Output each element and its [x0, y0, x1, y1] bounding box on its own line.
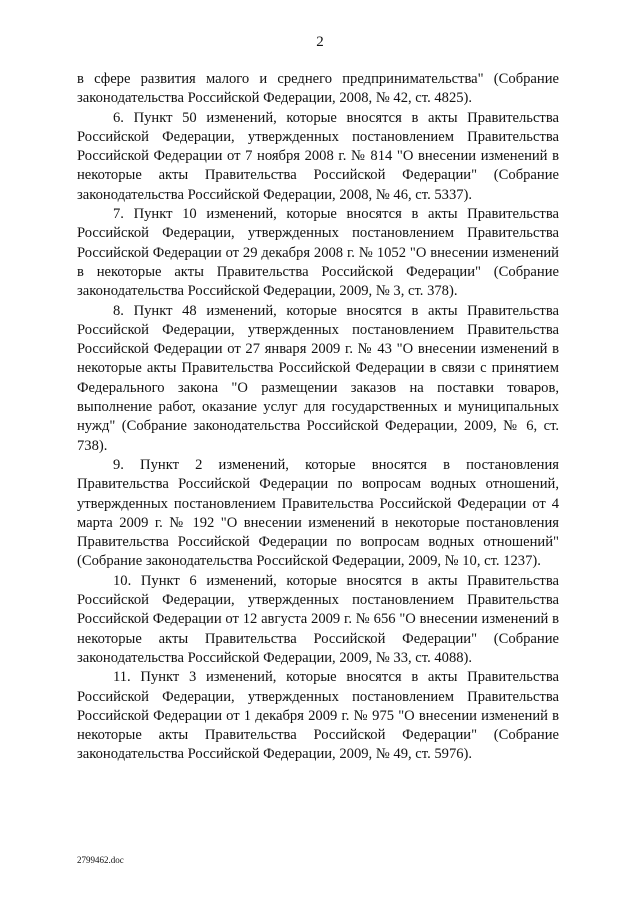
paragraph-item-10: 10. Пункт 6 изменений, которые вносятся в акты Правительства Российской Федерации, утвержденных постановлением Правительства Российской Федерации от 12 августа 2009 г. № 656 "О внесении изменений в некоторые акты Правительства Российской Федерации" (Собрание законодательства Российской Федерации, 2009, № 33, ст. 4088). — [77, 572, 559, 666]
paragraph-item-8: 8. Пункт 48 изменений, которые вносятся в акты Правительства Российской Федерации, утвержденных постановлением Правительства Российской Федерации от 27 января 2009 г. № 43 "О внесении изменений в некоторые акты Правительства Российской Федерации в связи с принятием Федерального закона "О размещении заказов на поставки товаров, выполнение работ, оказание услуг для государственных и муниципальных нужд" (Собрание законодательства Российской Федерации, 2009, № 6, ст. 738). — [77, 302, 559, 454]
paragraph-continuation: в сфере развития малого и среднего предпринимательства" (Собрание законодательства Российской Федерации, 2008, № 42, ст. 4825). — [77, 71, 559, 107]
paragraph-item-9: 9. Пункт 2 изменений, которые вносятся в постановления Правительства Российской Федерации по вопросам водных отношений, утвержденных постановлением Правительства Российской Федерации от 4 марта 2009 г. № 192 "О внесении изменений в некоторые постановления Правительства Российской Федерации по вопросам водных отношений" (Собрание законодательства Российской Федерации, 2009, № 10, ст. 1237). — [77, 456, 559, 570]
page-number: 2 — [316, 34, 324, 50]
footer-doc-id: 2799462.doc — [77, 855, 124, 865]
paragraph-item-11: 11. Пункт 3 изменений, которые вносятся в акты Правительства Российской Федерации, утвержденных постановлением Правительства Российской Федерации от 1 декабря 2009 г. № 975 "О внесении изменений в некоторые акты Правительства Российской Федерации" (Собрание законодательства Российской Федерации, 2009, № 49, ст. 5976). — [77, 669, 559, 763]
paragraph-item-7: 7. Пункт 10 изменений, которые вносятся в акты Правительства Российской Федерации, утвержденных постановлением Правительства Российской Федерации от 29 декабря 2008 г. № 1052 "О внесении изменений в некоторые акты Правительства Российской Федерации" (Собрание законодательства Российской Федерации, 2009, № 3, ст. 378). — [77, 206, 559, 300]
paragraph-item-6: 6. Пункт 50 изменений, которые вносятся в акты Правительства Российской Федерации, утвержденных постановлением Правительства Российской Федерации от 7 ноября 2008 г. № 814 "О внесении изменений в некоторые акты Правительства Российской Федерации" (Собрание законодательства Российской Федерации, 2008, № 46, ст. 5337). — [77, 109, 559, 203]
document-body — [77, 70, 559, 765]
